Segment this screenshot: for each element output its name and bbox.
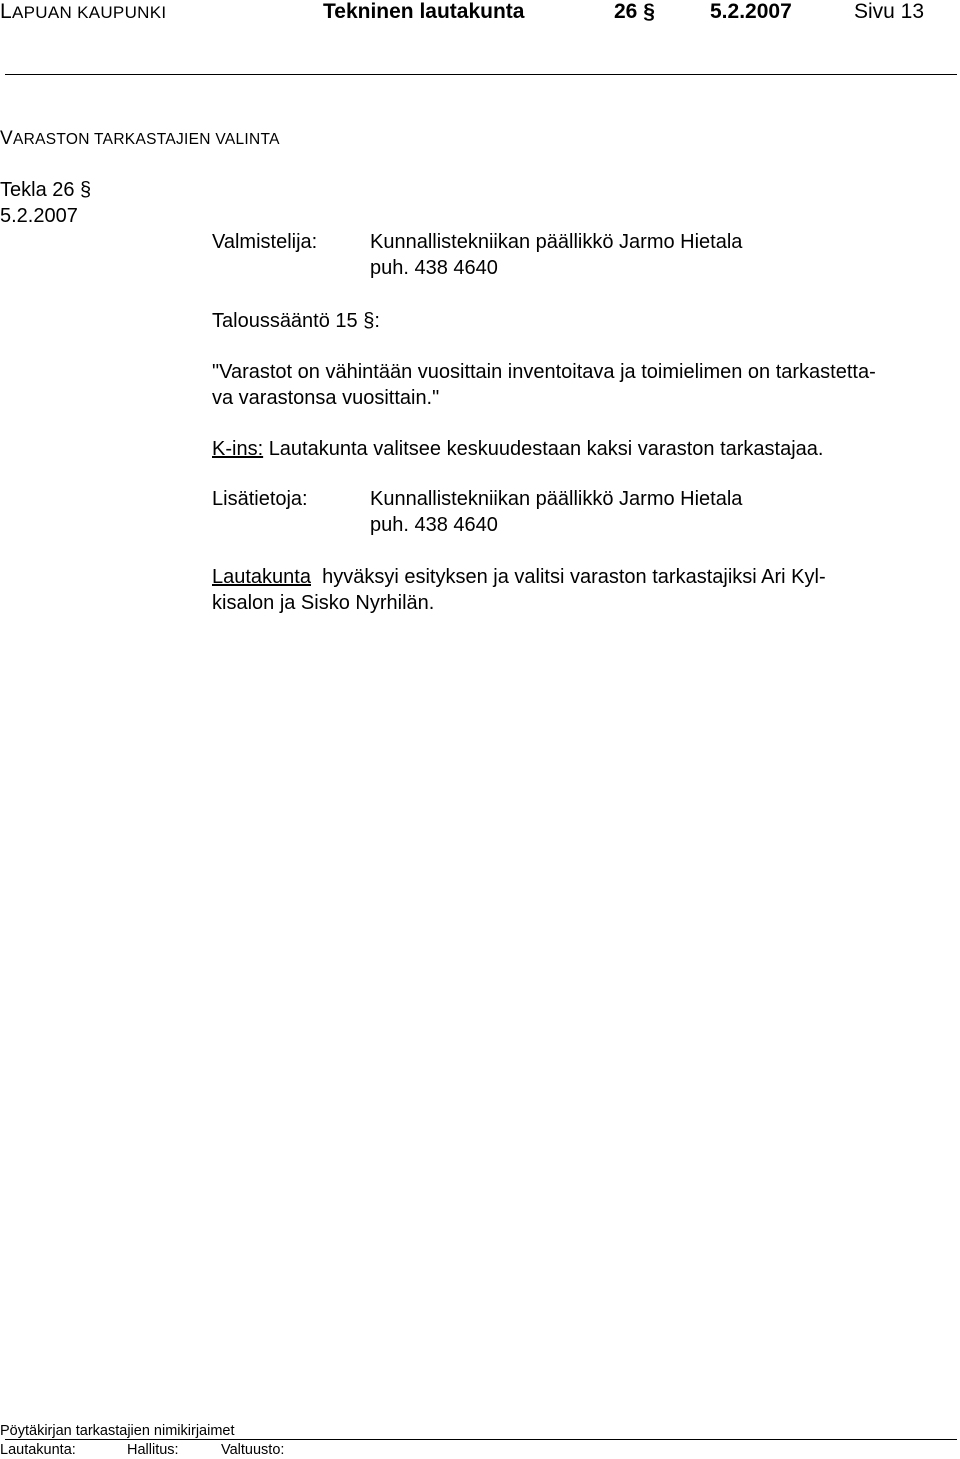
info-name: Kunnallistekniikan päällikkö Jarmo Hietala [370, 488, 743, 510]
header-divider [5, 74, 957, 75]
section-number: 26 § [614, 0, 655, 23]
decision-label: Lautakunta [212, 566, 311, 588]
footer-government-label: Hallitus: [127, 1442, 179, 1458]
footer-divider [5, 1439, 957, 1440]
proposal-text: Lautakunta valitsee keskuudestaan kaksi varaston tarkastajaa. [268, 438, 824, 460]
reference-line-2: 5.2.2007 [0, 205, 78, 227]
proposal [212, 436, 823, 462]
proposal-label: K-ins: [212, 438, 264, 460]
decision-line-1 [212, 564, 826, 590]
quote-line-1: "Varastot on vähintään vuosittain inventoitava ja toimielimen on tarkastetta- [212, 361, 876, 383]
organization-name: LAPUAN KAUPUNKI [0, 0, 167, 23]
meeting-date: 5.2.2007 [710, 0, 792, 23]
info-label: Lisätietoja: [212, 488, 308, 510]
board-name: Tekninen lautakunta [323, 0, 525, 23]
page-number: Sivu 13 [854, 0, 925, 23]
decision-text: hyväksyi esityksen ja valitsi varaston tarkastajiksi Ari Kyl- [322, 566, 826, 588]
footer-title: Pöytäkirjan tarkastajien nimikirjaimet [0, 1423, 235, 1439]
footer-board-label: Lautakunta: [0, 1442, 76, 1458]
preparer-phone: puh. 438 4640 [370, 257, 498, 279]
document-title: VARASTON TARKASTAJIEN VALINTA [0, 128, 280, 149]
footer-council-label: Valtuusto: [221, 1442, 285, 1458]
preparer-name: Kunnallistekniikan päällikkö Jarmo Hietala [370, 231, 743, 253]
info-phone: puh. 438 4640 [370, 514, 498, 536]
quote-line-2: va varastonsa vuosittain." [212, 387, 440, 409]
reference-line-1: Tekla 26 § [0, 179, 92, 201]
rule-heading: Taloussääntö 15 §: [212, 310, 380, 332]
preparer-label: Valmistelija: [212, 231, 318, 253]
decision-line-2: kisalon ja Sisko Nyrhilän. [212, 592, 435, 614]
